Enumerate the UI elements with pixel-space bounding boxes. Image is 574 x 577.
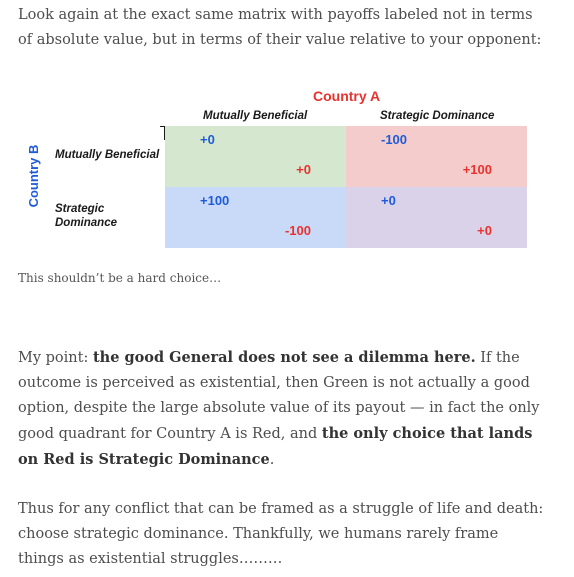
payoff-country-b: +0 [200, 132, 215, 147]
point-text-2: If the outcome is perceived as existential, then Green is not actually a good option, despite the large absolute value of its payout — in fact the only good quadrant for Country A is Red, and [18, 350, 540, 442]
point-bold-2: the only choice that lands on Red is Strategic Dominance [18, 425, 533, 468]
column-option-strategic-dominance: Strategic Dominance [380, 110, 495, 122]
row-player-label: Country B [26, 144, 41, 208]
point-text-1: My point: [18, 350, 93, 366]
payoff-country-a: +0 [477, 223, 492, 238]
cell-dominance-mutual [165, 187, 346, 248]
payoff-country-a: -100 [284, 223, 311, 238]
figure-caption: This shouldn’t be a hard choice… [18, 271, 222, 285]
payoff-country-a: +100 [462, 162, 492, 177]
cell-dominance-dominance [346, 187, 527, 248]
payoff-country-a: +0 [296, 162, 311, 177]
point-paragraph [18, 345, 548, 473]
payoff-country-b: -100 [381, 132, 408, 147]
intro-paragraph: Look again at the exact same matrix with payoffs labeled not in terms of absolute value, but in terms of their value relative to your opponent: [18, 7, 542, 48]
conclusion-paragraph: Thus for any conflict that can be framed as a struggle of life and death: choose strategic dominance. Thankfully, we humans rarely frame things as existential struggles……… [18, 501, 544, 567]
column-option-mutually-beneficial: Mutually Beneficial [203, 110, 308, 122]
payoff-matrix [0, 80, 574, 255]
cell-mutual-mutual [165, 126, 346, 187]
row-option-strategic-dominance: Strategic Dominance [55, 203, 117, 229]
row-option-mutually-beneficial: Mutually Beneficial [55, 149, 160, 161]
cell-mutual-dominance [346, 126, 527, 187]
point-text-3: . [269, 452, 275, 468]
point-bold-1: the good General does not see a dilemma here. [92, 349, 476, 366]
payoff-country-b: +0 [381, 193, 396, 208]
column-player-label: Country A [313, 88, 381, 104]
payoff-country-b: +100 [200, 193, 230, 208]
